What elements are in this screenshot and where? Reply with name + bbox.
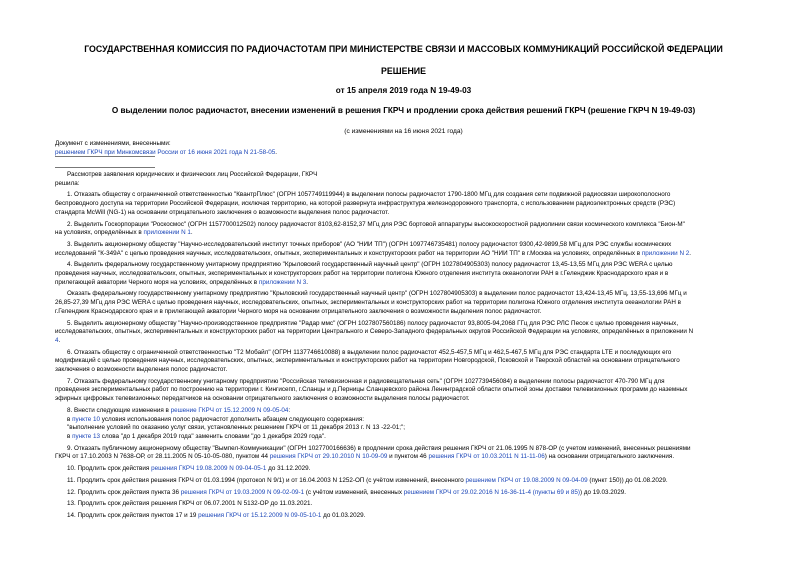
amendment-link[interactable]: решением ГКРЧ при Минкомсвязи России от 16 июня 2021 года N 21-58-05 [55, 148, 276, 156]
paragraph-11: 11. Продлить срок действия решения ГКРЧ от 01.03.1994 (протокол N 9/1) и от 16.04.2003 N 1252-ОП (с учётом изменений, внесенного решением ГКРЧ от 19.08.2009 N 09-04-09 (пункт 150)) до 01.08.2029. [67, 476, 668, 484]
decision-09-05-04-link[interactable]: решение ГКРЧ от 15.12.2009 N 09-05-04 [170, 406, 289, 414]
paragraph-13: 13. Продлить срок действия решения ГКРЧ от 06.07.2001 N 5132-ОР до 11.03.2021. [67, 500, 313, 508]
document-type: РЕШЕНИЕ [381, 66, 426, 76]
amendments-info: Документ с изменениями, внесенными: решением ГКРЧ при Минкомсвязи России от 16 июня 2021 года N 21-58-05. [55, 140, 805, 157]
paragraph-10: 10. Продлить срок действия решения ГКРЧ 19.08.2009 N 09-04-05-1 до 31.12.2029. [67, 465, 311, 473]
decision-09-02-09-1-link[interactable]: решения ГКРЧ от 19.03.2009 N 09-02-09-1 [180, 488, 305, 496]
amendments-label: Документ с изменениями, внесенными: [55, 140, 171, 147]
intro-line: Рассмотрев заявления юридических и физических лиц Российской Федерации, ГКРЧ [67, 171, 318, 178]
intro-decision: решила: [55, 179, 80, 187]
paragraph-9: 9. Отказать публичному акционерному обществу "Вымпел-Коммуникации" (ОГРН 1027700166636) в продлении срока действия решения ГКРЧ от 21.06.1995 N 878-ОР (с учетом изменений, внесенных решениями ГКРЧ от 17.10.2003 N 7638-ОР, от 28.11.2005 N 05-10-05-080, пунктом 44 решения ГКРЧ от 29.10.2010 N 10-09-09 и пунктом 46 решения ГКРЧ от 10.03.2011 N 11-11-06) на основании отрицательного заключения. [55, 444, 691, 461]
decision-16-36-11-4-link[interactable]: решением ГКРЧ от 29.02.2016 N 16-36-11-4 (пункты 69 и 85) [403, 488, 580, 496]
decision-11-11-06-link[interactable]: решения ГКРЧ от 10.03.2011 N 11-11-06 [428, 453, 545, 461]
paragraph-4-refusal: Оказать федеральному государственному унитарному предприятию "Крыловский государственный научный центр" (ОГРН 1027804905303) в выделении полос радиочастот 13,424-13,45 МГц, 13,55-13,696 МГц и 26,85-27,39 МГц для РЭС WERA с целью проведения научных, исследовательских, опытных, экспериментальных и конструкторских работ на территории полигона Южного отделения института океанологии РАН в г.Геленджик Краснодарского края и в прилегающей акватории Черного моря на основании отрицательного заключения о возможности выделения полос радиочастот. [55, 290, 687, 315]
document-body [55, 171, 805, 521]
document-title: О выделении полос радиочастот, внесении изменений в решения ГКРЧ и продлении срока действия решений ГКРЧ (решение ГКРЧ N 19-49-03) [111, 106, 696, 115]
paragraph-8: 8. Внести следующие изменения в решение ГКРЧ от 15.12.2009 N 09-05-04: в пункте 10 условия использования полос радиочастот дополнить абзацем следующего содержания: "выполнение условий по оказанию услуг связи, установленных решением ГКРЧ от 11 декабря 2013 г. N 13 -22-01;"; в пункте 13 слова "до 1 декабря 2019 года" заменить словами "до 1 декабря 2029 года". [67, 406, 406, 440]
decision-09-05-10-1-link[interactable]: решения ГКРЧ от 15.12.2009 N 09-05-10-1 [198, 511, 322, 519]
appendix-2-link[interactable]: приложении N 2 [641, 249, 690, 257]
paragraph-1: 1. Отказать обществу с ограниченной ответственностью "КвантрПлюс" (ОГРН 1057749119944) в выделении полосы радиочастот 1790-1800 МГц для создания сети подвижной радиосвязи широкополосного беспроводного доступа на территории Российской Федерации, исключая территорию, на которой развернута инфраструктура железнодорожного транспорта, с использованием радиоэлектронных средств (РЭС) стандарта McWill (NG-1) на основании отрицательного заключения о возможности выделения полос радиочастот. [55, 191, 676, 216]
paragraph-3: 3. Выделить акционерному обществу "Научно-исследовательский институт точных приборов" (АО "НИИ ТП") (ОГРН 1097746735481) полосу радиочастот 9300,42-9899,58 МГц для РЭС службы космических исследований "К-349А" с целью проведения научных, исследовательских, опытных, экспериментальных и конструкторских работ на территории АО "НИИ ТП" в г.Москва на условиях, определённых в приложении N 2. [55, 240, 691, 257]
clause-10-link[interactable]: пункте 10 [72, 415, 101, 423]
separator-bottom [55, 167, 155, 168]
appendix-4-link[interactable]: 4 [55, 336, 59, 344]
decision-09-04-05-1-link[interactable]: решения ГКРЧ 19.08.2009 N 09-04-05-1 [151, 465, 267, 473]
decision-10-09-09-link[interactable]: решения ГКРЧ от 29.10.2010 N 10-09-09 [269, 453, 388, 461]
organization-heading: ГОСУДАРСТВЕННАЯ КОМИССИЯ ПО РАДИОЧАСТОТАМ ПРИ МИНИСТЕРСТВЕ СВЯЗИ И МАССОВЫХ КОММУНИКАЦИЙ РОССИЙСКОЙ ФЕДЕРАЦИИ [84, 44, 723, 54]
paragraph-4: 4. Выделить федеральному государственному унитарному предприятию "Крыловский государственный научный центр" (ОГРН 1027804905303) полосу радиочастот 13,45-13,55 МГц для РЭС WERA с целью проведения научных, исследовательских, опытных, экспериментальных и конструкторских работ на территории полигона Южного отделения института океанологии РАН в г.Геленджик Краснодарского края и в прилегающей акватории Черного моря на условиях, определённых в приложении N 3. [55, 261, 673, 286]
appendix-3-link[interactable]: приложении N 3 [258, 278, 307, 286]
paragraph-5: 5. Выделить акционерному обществу "Научно-производственное предприятие "Радар ммс" (ОГРН 1027807560186) полосу радиочастот 93,8005-94,2068 ГГц для РЭС РЛС Песок с целью проведения научных, исследовательских, опытных, экспериментальных и конструкторских работ на территории Центрального и Северо-Западного федеральных округов Российской Федерации на условиях, определённых в приложении N 4. [55, 319, 694, 344]
document-date: от 15 апреля 2019 года N 19-49-03 [335, 86, 472, 95]
separator-top [55, 156, 155, 157]
paragraph-12: 12. Продлить срок действия пункта 36 решения ГКРЧ от 19.03.2009 N 09-02-09-1 (с учётом изменений, внесенных решением ГКРЧ от 29.02.2016 N 16-36-11-4 (пункты 69 и 85)) до 19.03.2029. [67, 488, 627, 496]
revision-note: (с изменениями на 16 июня 2021 года) [344, 128, 463, 135]
clause-13-link[interactable]: пункте 13 [72, 432, 101, 440]
paragraph-7: 7. Отказать федеральному государственному унитарному предприятию "Российская телевизионная и радиовещательная сеть" (ОГРН 1027739456084) в выделении полосы радиочастот 470-790 МГц для проведения экспериментальных работ по построению на территории г. Кингисепп, г.Сланцы и д.Перницы Сланцевского района Ленинградской области опытной зоны доставки телевизионных программ до наземных эфирных цифровых телевизионных передатчиков на основании отрицательного заключения о возможности выделения полосы радиочастот. [55, 377, 688, 403]
paragraph-14: 14. Продлить срок действия пунктов 17 и 19 решения ГКРЧ от 15.12.2009 N 09-05-10-1 до 01.03.2029. [67, 511, 366, 519]
decision-09-04-09-link[interactable]: решением ГКРЧ от 19.08.2009 N 09-04-09 [465, 476, 588, 484]
paragraph-6: 6. Отказать обществу с ограниченной ответственностью "Т2 Мобайл" (ОГРН 1137746610088) в выделении полос радиочастот 452,5-457,5 МГц и 462,5-467,5 МГц для РЭС стандарта LTE и последующих его модификаций с целью проведения научных, исследовательских, опытных, экспериментальных и конструкторских работ на территории Новгородской, Псковской и Тверской областей на основании отрицательного заключения о возможности выделения полос радиочастот. [55, 348, 680, 374]
paragraph-2: 2. Выделить Госкорпорации "Роскосмос" (ОГРН 1157700012502) полосу радиочастот 8103,62-8152,37 МГц для РЭС бортовой аппаратуры высокоскоростной радиолинии связи космического комплекса "Бион-М" на условиях, определённых в приложении N 1. [55, 220, 685, 237]
appendix-1-link[interactable]: приложении N 1 [143, 229, 191, 237]
